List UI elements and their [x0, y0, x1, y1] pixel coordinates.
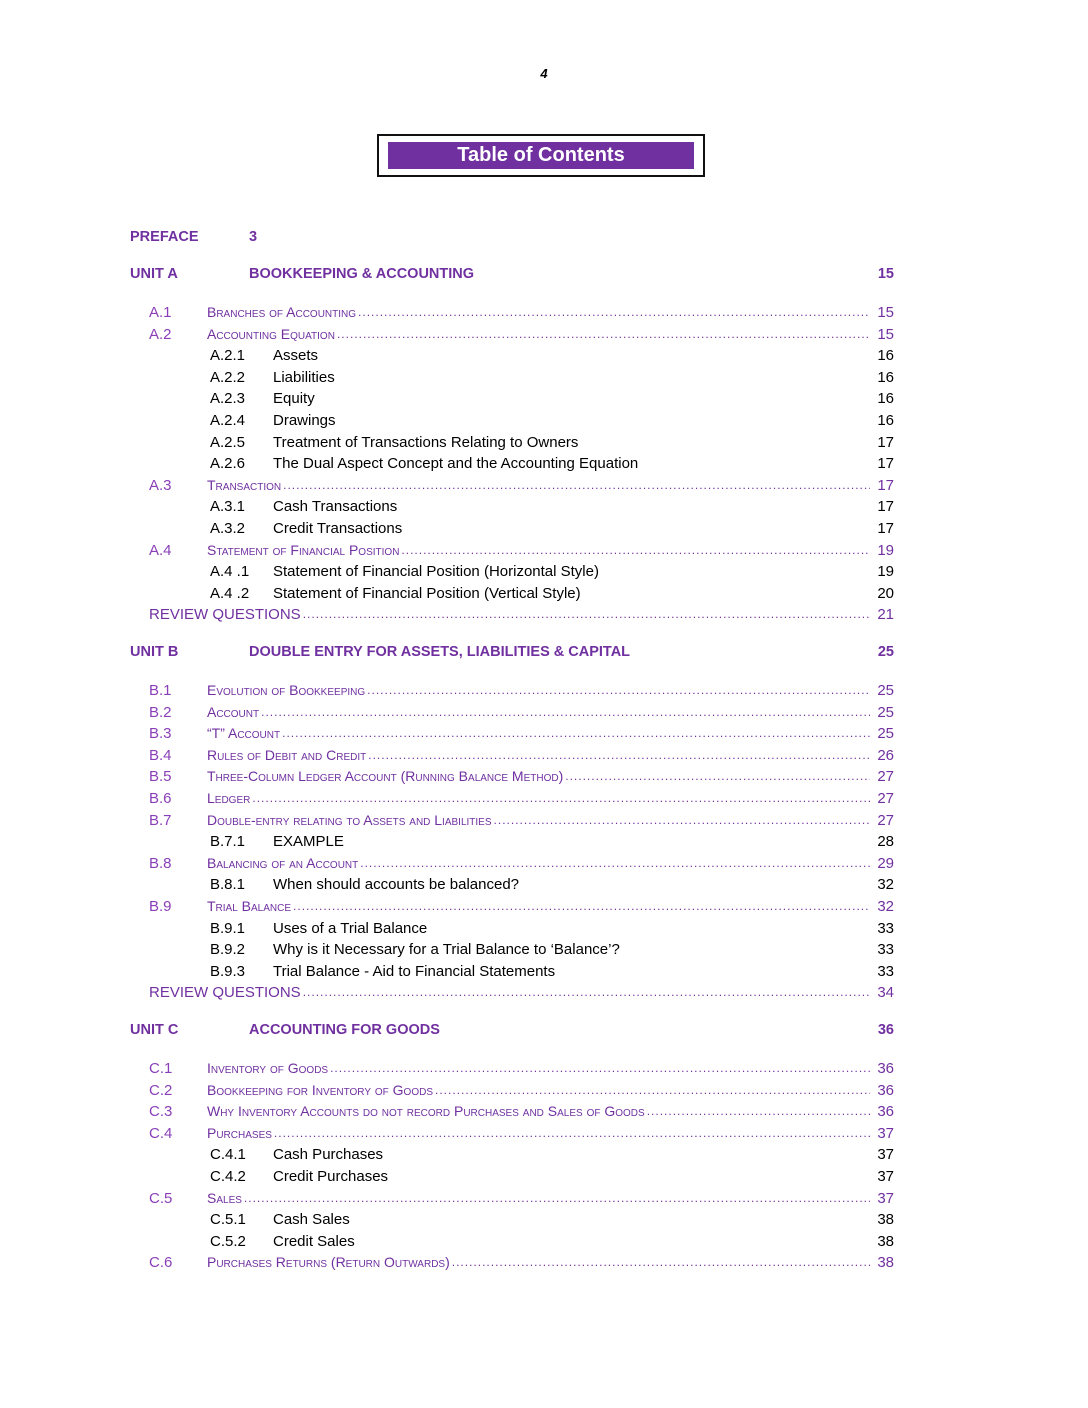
subsection-page-number: 33	[877, 963, 894, 980]
toc-section-row[interactable]	[0, 853, 1088, 874]
section-page-number: 25	[877, 725, 894, 742]
section-title: Branches of Accounting	[207, 304, 357, 320]
section-title-line	[207, 745, 870, 766]
dot-leader	[303, 604, 870, 625]
section-page-number: 38	[877, 1254, 894, 1271]
subsection-page-number: 16	[877, 412, 894, 429]
subsection-number: A.2.4	[210, 412, 246, 429]
dot-leader	[647, 1101, 870, 1122]
subsection-number: A.3.2	[210, 520, 246, 537]
section-number: B.8	[149, 855, 172, 872]
toc-sub-row[interactable]	[0, 874, 1088, 895]
subsection-number: A.2.3	[210, 390, 246, 407]
subsection-number: B.7.1	[210, 833, 246, 850]
subsection-number: B.8.1	[210, 876, 246, 893]
subsection-number: C.4.2	[210, 1168, 246, 1185]
subsection-title: Credit Sales	[273, 1233, 355, 1250]
toc-section-row[interactable]	[0, 723, 1088, 744]
title-frame	[377, 134, 705, 177]
section-number: B.2	[149, 704, 172, 721]
dot-leader	[252, 788, 870, 809]
section-page-number: 36	[877, 1060, 894, 1077]
section-page-number: 15	[877, 326, 894, 343]
section-page-number: 37	[877, 1190, 894, 1207]
section-number: B.1	[149, 682, 172, 699]
dot-leader	[435, 1080, 870, 1101]
section-number: C.5	[149, 1190, 173, 1207]
subsection-number: C.4.1	[210, 1146, 246, 1163]
unit-page-number: 15	[877, 266, 894, 282]
section-title-line	[207, 810, 870, 831]
section-page-number: 19	[877, 542, 894, 559]
review-questions-line	[149, 982, 870, 1003]
subsection-page-number: 17	[877, 434, 894, 451]
toc-sub-row[interactable]	[0, 1166, 1088, 1187]
toc-section-row[interactable]	[0, 702, 1088, 723]
section-page-number: 32	[877, 898, 894, 915]
toc-sub-row[interactable]	[0, 345, 1088, 366]
subsection-number: A.4 .1	[210, 563, 250, 580]
toc-section-row[interactable]	[0, 475, 1088, 496]
section-page-number: 25	[877, 682, 894, 699]
subsection-number: B.9.2	[210, 941, 246, 958]
section-number: C.6	[149, 1254, 173, 1271]
section-title: Evolution of Bookkeeping	[207, 682, 366, 698]
dot-leader	[274, 1123, 870, 1144]
section-title: Bookkeeping for Inventory of Goods	[207, 1082, 434, 1098]
dot-leader	[358, 302, 870, 323]
dot-leader	[452, 1252, 870, 1273]
subsection-number: B.9.1	[210, 920, 246, 937]
subsection-page-number: 37	[877, 1168, 894, 1185]
section-title: Balancing of an Account	[207, 855, 359, 871]
subsection-title: Cash Transactions	[273, 498, 398, 515]
section-page-number: 25	[877, 704, 894, 721]
toc-section-row[interactable]	[0, 1101, 1088, 1122]
dot-leader	[337, 324, 870, 345]
dot-leader	[367, 680, 870, 701]
subsection-number: A.2.6	[210, 455, 246, 472]
section-page-number: 29	[877, 855, 894, 872]
toc-sub-row[interactable]	[0, 961, 1088, 982]
section-title: Sales	[207, 1190, 242, 1206]
subsection-page-number: 20	[877, 585, 894, 602]
section-title: Rules of Debit and Credit	[207, 747, 367, 763]
subsection-title: Trial Balance - Aid to Financial Statements	[273, 963, 556, 980]
dot-leader	[494, 810, 870, 831]
toc-sub-row[interactable]	[0, 388, 1088, 409]
subsection-page-number: 17	[877, 520, 894, 537]
subsection-page-number: 38	[877, 1233, 894, 1250]
section-title-line	[207, 788, 870, 809]
subsection-page-number: 33	[877, 941, 894, 958]
section-page-number: 27	[877, 790, 894, 807]
section-number: B.6	[149, 790, 172, 807]
dot-leader	[565, 766, 870, 787]
section-number: A.3	[149, 477, 172, 494]
unit-label: UNIT C	[130, 1022, 179, 1038]
toc-section-row[interactable]	[0, 680, 1088, 701]
subsection-number: C.5.2	[210, 1233, 246, 1250]
unit-heading-row[interactable]	[0, 264, 1088, 285]
section-number: C.3	[149, 1103, 173, 1120]
section-title: Account	[207, 704, 260, 720]
toc-sub-row[interactable]	[0, 453, 1088, 474]
subsection-title: Treatment of Transactions Relating to Owners	[273, 434, 579, 451]
subsection-title: EXAMPLE	[273, 833, 344, 850]
preface-page: 3	[249, 229, 258, 245]
review-questions-line	[149, 604, 870, 625]
section-page-number: 36	[877, 1082, 894, 1099]
toc-review-row[interactable]	[0, 982, 1088, 1003]
toc-sub-row[interactable]	[0, 831, 1088, 852]
subsection-title: Liabilities	[273, 369, 335, 386]
preface-row[interactable]	[0, 227, 1088, 248]
section-page-number: 15	[877, 304, 894, 321]
section-title: Trial Balance	[207, 898, 292, 914]
section-title: Purchases Returns (Return Outwards)	[207, 1254, 450, 1270]
dot-leader	[360, 853, 870, 874]
section-page-number: 17	[877, 477, 894, 494]
subsection-page-number: 33	[877, 920, 894, 937]
dot-leader	[330, 1058, 870, 1079]
subsection-page-number: 32	[877, 876, 894, 893]
subsection-number: B.9.3	[210, 963, 246, 980]
subsection-title: Cash Purchases	[273, 1146, 384, 1163]
toc-section-row[interactable]	[0, 302, 1088, 323]
toc-section-row[interactable]	[0, 810, 1088, 831]
section-title-line	[207, 896, 870, 917]
preface-label: PREFACE	[130, 229, 199, 245]
section-number: B.5	[149, 768, 172, 785]
section-number: B.7	[149, 812, 172, 829]
section-page-number: 36	[877, 1103, 894, 1120]
subsection-page-number: 38	[877, 1211, 894, 1228]
toc-section-row[interactable]	[0, 1080, 1088, 1101]
dot-leader	[303, 982, 870, 1003]
subsection-number: C.5.1	[210, 1211, 246, 1228]
subsection-title: Uses of a Trial Balance	[273, 920, 428, 937]
section-title: Purchases	[207, 1125, 272, 1141]
section-number: A.4	[149, 542, 172, 559]
section-title: “T” Account	[207, 725, 281, 741]
subsection-title: Equity	[273, 390, 315, 407]
subsection-title: Credit Purchases	[273, 1168, 389, 1185]
toc-section-row[interactable]	[0, 1123, 1088, 1144]
toc-sub-row[interactable]	[0, 1144, 1088, 1165]
toc-section-row[interactable]	[0, 788, 1088, 809]
section-title: Accounting Equation	[207, 326, 335, 342]
section-title-line	[207, 723, 870, 744]
toc-sub-row[interactable]	[0, 496, 1088, 517]
toc-sub-row[interactable]	[0, 939, 1088, 960]
section-title-line	[207, 1123, 870, 1144]
section-title: Why Inventory Accounts do not record Purchases and Sales of Goods	[207, 1103, 645, 1119]
section-title: Three-Column Ledger Account (Running Balance Method)	[207, 768, 564, 784]
toc-sub-row[interactable]	[0, 583, 1088, 604]
section-title-line	[207, 766, 870, 787]
page-number: 4	[540, 66, 548, 81]
dot-leader	[401, 540, 870, 561]
subsection-page-number: 16	[877, 369, 894, 386]
section-title: Inventory of Goods	[207, 1060, 329, 1076]
section-number: C.4	[149, 1125, 173, 1142]
dot-leader	[261, 702, 870, 723]
toc-review-row[interactable]	[0, 604, 1088, 625]
subsection-title: The Dual Aspect Concept and the Accounting Equation	[273, 455, 639, 472]
toc-section-row[interactable]	[0, 540, 1088, 561]
review-questions-page-number: 34	[877, 984, 894, 1001]
subsection-number: A.2.2	[210, 369, 246, 386]
section-title: Transaction	[207, 477, 282, 493]
subsection-page-number: 19	[877, 563, 894, 580]
unit-heading-row[interactable]	[0, 1020, 1088, 1041]
section-number: A.2	[149, 326, 172, 343]
toc-sub-row[interactable]	[0, 561, 1088, 582]
review-questions-title: REVIEW QUESTIONS	[149, 984, 301, 1001]
toc-section-row[interactable]	[0, 1252, 1088, 1273]
dot-leader	[368, 745, 870, 766]
section-number: B.9	[149, 898, 172, 915]
section-title-line	[207, 302, 870, 323]
toc-section-row[interactable]	[0, 745, 1088, 766]
section-title: Ledger	[207, 790, 251, 806]
subsection-title: Statement of Financial Position (Horizontal Style)	[273, 563, 599, 580]
review-questions-page-number: 21	[877, 606, 894, 623]
subsection-title: When should accounts be balanced?	[273, 876, 520, 893]
section-title-line	[207, 1188, 870, 1209]
toc-section-row[interactable]	[0, 324, 1088, 345]
section-page-number: 26	[877, 747, 894, 764]
unit-label: UNIT A	[130, 266, 178, 282]
section-title-line	[207, 1252, 870, 1273]
section-number: C.1	[149, 1060, 173, 1077]
subsection-number: A.4 .2	[210, 585, 250, 602]
dot-leader	[283, 475, 870, 496]
toc-sub-row[interactable]	[0, 432, 1088, 453]
subsection-title: Credit Transactions	[273, 520, 403, 537]
section-title-line	[207, 540, 870, 561]
subsection-page-number: 17	[877, 498, 894, 515]
subsection-number: A.2.1	[210, 347, 246, 364]
section-title-line	[207, 475, 870, 496]
section-page-number: 27	[877, 812, 894, 829]
toc-sub-row[interactable]	[0, 518, 1088, 539]
toc-sub-row[interactable]	[0, 1209, 1088, 1230]
subsection-page-number: 28	[877, 833, 894, 850]
section-number: C.2	[149, 1082, 173, 1099]
section-title-line	[207, 324, 870, 345]
toc-sub-row[interactable]	[0, 410, 1088, 431]
section-title: Double-entry relating to Assets and Liabilities	[207, 812, 492, 828]
toc-section-row[interactable]	[0, 896, 1088, 917]
dot-leader	[244, 1188, 870, 1209]
unit-page-number: 36	[877, 1022, 894, 1038]
unit-title: BOOKKEEPING & ACCOUNTING	[249, 266, 475, 282]
subsection-title: Why is it Necessary for a Trial Balance to ‘Balance’?	[273, 941, 620, 958]
subsection-page-number: 37	[877, 1146, 894, 1163]
section-title-line	[207, 1058, 870, 1079]
section-title-line	[207, 702, 870, 723]
subsection-title: Drawings	[273, 412, 336, 429]
dot-leader	[293, 896, 870, 917]
subsection-title: Cash Sales	[273, 1211, 350, 1228]
section-title-line	[207, 680, 870, 701]
section-page-number: 37	[877, 1125, 894, 1142]
unit-title: ACCOUNTING FOR GOODS	[249, 1022, 440, 1038]
subsection-title: Assets	[273, 347, 319, 364]
toc-section-row[interactable]	[0, 1188, 1088, 1209]
section-title: Statement of Financial Position	[207, 542, 400, 558]
toc-sub-row[interactable]	[0, 918, 1088, 939]
toc-sub-row[interactable]	[0, 1231, 1088, 1252]
section-number: B.3	[149, 725, 172, 742]
unit-label: UNIT B	[130, 644, 179, 660]
subsection-page-number: 16	[877, 390, 894, 407]
subsection-page-number: 16	[877, 347, 894, 364]
section-title-line	[207, 1101, 870, 1122]
subsection-title: Statement of Financial Position (Vertical Style)	[273, 585, 581, 602]
toc-sub-row[interactable]	[0, 367, 1088, 388]
section-title-line	[207, 853, 870, 874]
toc-section-row[interactable]	[0, 1058, 1088, 1079]
subsection-number: A.3.1	[210, 498, 246, 515]
review-questions-title: REVIEW QUESTIONS	[149, 606, 301, 623]
section-number: A.1	[149, 304, 172, 321]
section-title-line	[207, 1080, 870, 1101]
dot-leader	[282, 723, 870, 744]
unit-page-number: 25	[877, 644, 894, 660]
subsection-page-number: 17	[877, 455, 894, 472]
unit-title: DOUBLE ENTRY FOR ASSETS, LIABILITIES & CAPITAL	[249, 644, 631, 660]
toc-section-row[interactable]	[0, 766, 1088, 787]
subsection-number: A.2.5	[210, 434, 246, 451]
unit-heading-row[interactable]	[0, 642, 1088, 663]
section-number: B.4	[149, 747, 172, 764]
page-title: Table of Contents	[388, 142, 694, 169]
section-page-number: 27	[877, 768, 894, 785]
